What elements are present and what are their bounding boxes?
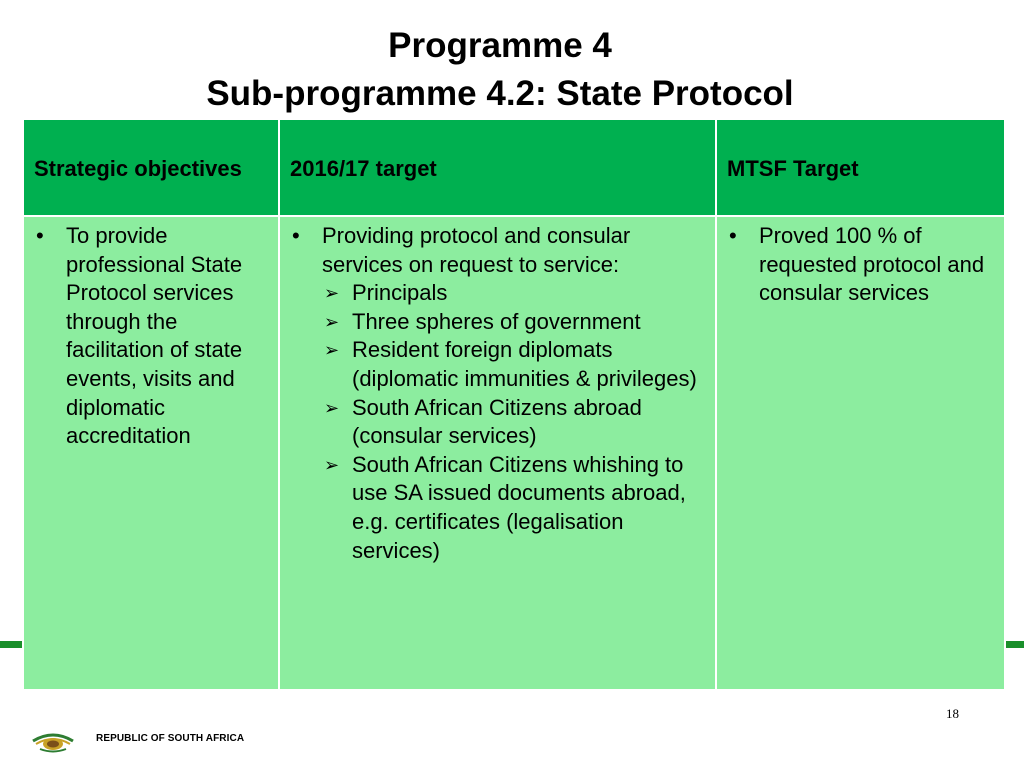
cell-2016-17-target [279,216,716,690]
sub-list-item [322,451,705,565]
bullet-dot-icon: • [36,223,44,248]
objective-text: To provide professional State Protocol services through the facilitation of state events, visits and diplomatic accreditation [66,223,243,449]
arrow-right-icon: ➢ [324,283,340,304]
list-item [727,222,994,308]
sub-item-text: Three spheres of government [352,308,641,334]
table-row [23,216,1005,690]
cell-strategic-objectives [23,216,279,690]
coat-of-arms-icon [30,727,76,753]
header-2016-17-target: 2016/17 target [279,119,716,216]
header-strategic-objectives: Strategic objectives [23,119,279,216]
arrow-right-icon: ➢ [324,454,340,475]
sub-item-text: South African Citizens abroad (consular services) [352,394,642,449]
sub-list-item [322,394,705,451]
sub-list-item [322,336,705,393]
mtsf-text: Proved 100 % of requested protocol and consular services [759,223,985,306]
sub-list-item [322,308,705,337]
target-text: Providing protocol and consular services on request to service: [322,223,631,277]
footer-country-label: REPUBLIC OF SOUTH AFRICA [96,733,245,744]
sub-item-text: South African Citizens whishing to use SA issued documents abroad, e.g. certificates (legalisation services) [352,451,686,563]
slide-title [0,22,1000,118]
objectives-table [22,118,1006,691]
header-mtsf-target: MTSF Target [716,119,1005,216]
list-item [34,222,268,451]
arrow-right-icon: ➢ [324,340,340,361]
cell-mtsf-target [716,216,1005,690]
title-line-1: Programme 4 [388,26,612,65]
page-number: 18 [946,706,959,721]
arrow-right-icon: ➢ [324,311,340,332]
sub-list-item [322,279,705,308]
bullet-dot-icon: • [729,223,737,248]
accent-line-right [1004,641,1024,648]
title-line-2: Sub-programme 4.2: State Protocol [206,74,794,113]
sub-item-text: Principals [352,280,448,306]
list-item [290,222,705,565]
bullet-dot-icon: • [292,223,300,248]
sub-item-text: Resident foreign diplomats (diplomatic immunities & privileges) [352,337,697,391]
table-header-row [23,119,1005,216]
accent-line-left [0,641,22,648]
arrow-right-icon: ➢ [324,397,340,418]
